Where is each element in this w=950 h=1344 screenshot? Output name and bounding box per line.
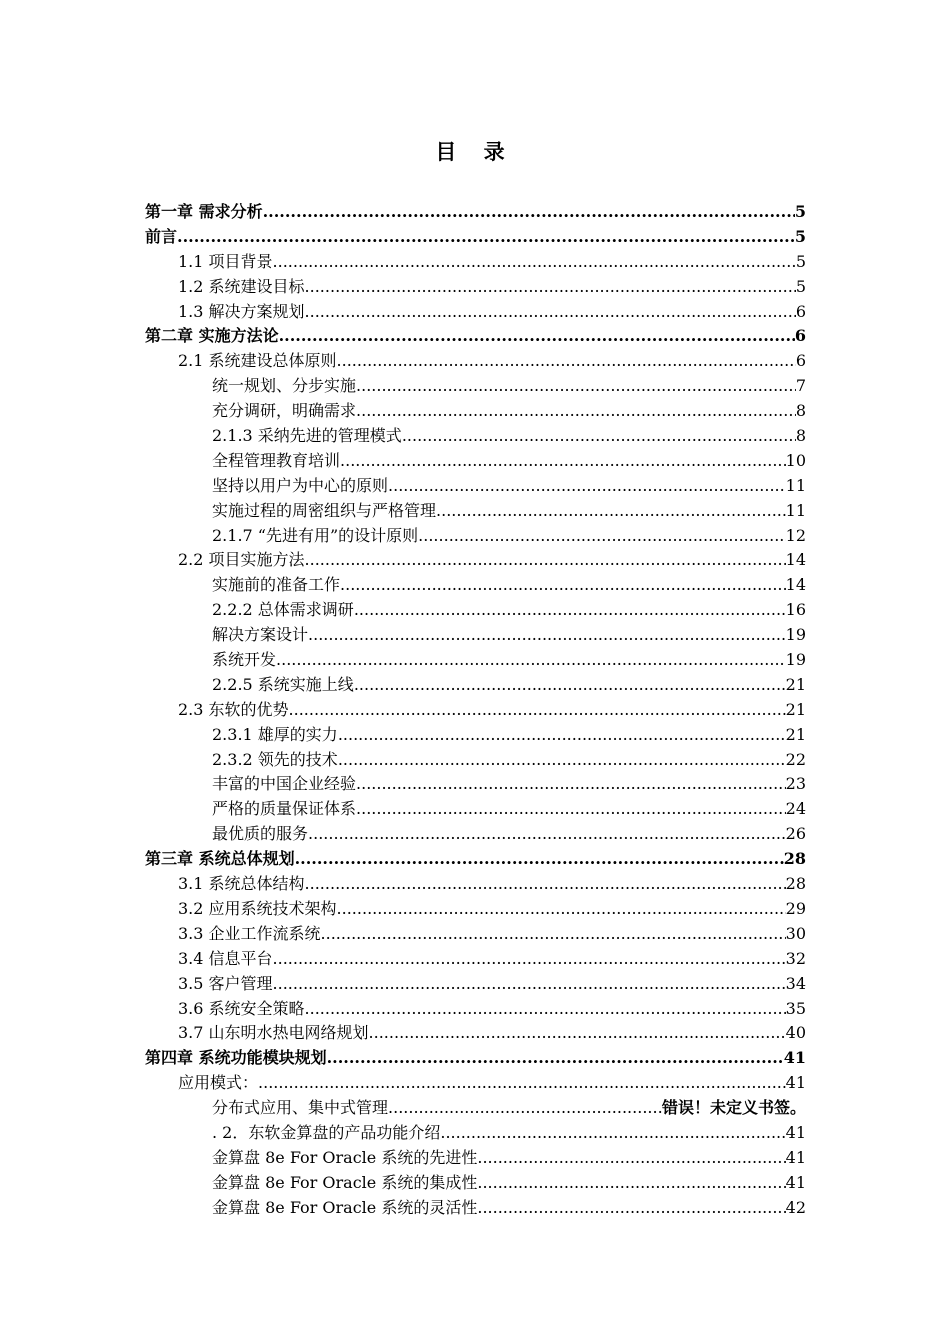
dot-leader [321,922,786,947]
toc-entry-page-number: 8 [795,401,806,421]
toc-entry[interactable] [145,847,806,872]
dot-leader [305,300,796,325]
toc-entry-title: 实施过程的周密组织与严格管理 [212,500,437,520]
toc-entry-page-number: 41 [785,1073,806,1093]
dot-leader [263,200,795,225]
toc-entry[interactable] [145,997,806,1022]
dot-leader [356,374,796,399]
toc-entry-page-number: 5 [795,251,806,271]
toc-entry-title: 2.2.5 系统实施上线 [212,674,354,694]
dot-leader [369,1021,786,1046]
toc-entry-title: 第四章 系统功能模块规划 [145,1048,327,1068]
toc-entry-title: 2.3 东软的优势 [178,699,289,719]
dot-leader [308,623,786,648]
toc-entry-page-number: 21 [785,674,806,694]
toc-entry-page-number: 10 [785,450,806,470]
toc-entry[interactable] [145,449,806,474]
dot-leader [337,897,786,922]
dot-leader [177,225,795,250]
dot-leader [356,399,796,424]
toc-entry[interactable] [145,349,806,374]
toc-entry-page-number: 30 [785,923,806,943]
dot-leader [388,1096,662,1121]
dot-leader [477,1146,785,1171]
dot-leader [305,548,786,573]
dot-leader [477,1171,785,1196]
dot-leader [388,474,786,499]
toc-entry-page-number: 28 [785,874,806,894]
toc-entry-page-number: 32 [785,948,806,968]
toc-entry-page-number: 16 [785,600,806,620]
toc-entry-page-number: 19 [785,650,806,670]
toc-entry-title: 系统开发 [212,650,277,670]
toc-entry-page-number: 35 [785,998,806,1018]
toc-entry[interactable] [145,399,806,424]
toc-entry-title: 2.3.1 雄厚的实力 [212,724,338,744]
toc-entry[interactable] [145,1071,806,1096]
toc-entry[interactable] [145,324,806,349]
toc-entry-title: 1.1 项目背景 [178,251,273,271]
toc-entry[interactable] [145,1146,806,1171]
dot-leader [338,723,786,748]
toc-entry[interactable] [145,200,806,225]
toc-entry[interactable] [145,648,806,673]
toc-entry-page-number: 26 [785,824,806,844]
dot-leader [305,275,796,300]
toc-entry-title: 应用模式： [178,1073,259,1093]
toc-entry-title: 丰富的中国企业经验 [212,774,357,794]
toc-entry[interactable] [145,1046,806,1071]
toc-entry-page-number: 41 [785,1172,806,1192]
dot-leader [440,1121,785,1146]
toc-entry-page-number: 7 [795,376,806,396]
toc-entry[interactable] [145,772,806,797]
toc-entry-title: 前言 [145,226,178,246]
toc-entry-title: 1.2 系统建设目标 [178,276,305,296]
toc-entry-title: 实施前的准备工作 [212,575,341,595]
toc-entry-page-number: 21 [785,724,806,744]
toc-entry[interactable] [145,275,806,300]
toc-entry-title: 第一章 需求分析 [145,202,263,221]
dot-leader [402,424,796,449]
dot-leader [295,847,784,872]
toc-entry-page-number: 40 [785,1023,806,1043]
dot-leader [356,772,786,797]
toc-entry-title: 全程管理教育培训 [212,450,341,470]
toc-entry-page-number: 34 [785,973,806,993]
toc-entry-page-number: 11 [785,500,806,520]
toc-entry[interactable] [145,872,806,897]
toc-entry-page-number: 5 [795,276,806,296]
toc-entry-page-number: 24 [785,799,806,819]
toc-entry-title: 2.1 系统建设总体原则 [178,351,337,371]
toc-entry[interactable] [145,897,806,922]
toc-entry[interactable] [145,922,806,947]
toc-entry-page-number: 14 [785,550,806,570]
toc-entry-title: 2.3.2 领先的技术 [212,749,338,769]
toc-entry[interactable] [145,474,806,499]
toc-entry-page-number: 6 [795,351,806,371]
toc-entry-title: 第三章 系统总体规划 [145,849,295,869]
toc-entry[interactable] [145,524,806,549]
toc-entry[interactable] [145,225,806,250]
toc-entry[interactable] [145,1096,806,1121]
dot-leader [279,324,795,349]
toc-entry-title: 3.6 系统安全策略 [178,998,305,1018]
toc-entry-page-number: 错误！未定义书签。 [661,1098,806,1118]
toc-entry[interactable] [145,947,806,972]
toc-entry[interactable] [145,748,806,773]
toc-entry[interactable] [145,499,806,524]
toc-entry-page-number: 6 [794,326,806,346]
toc-entry[interactable] [145,598,806,623]
toc-entry-page-number: 21 [785,699,806,719]
toc-entry-title: 充分调研，明确需求 [212,401,357,421]
toc-entry-page-number: 42 [785,1197,806,1217]
toc-entry[interactable] [145,623,806,648]
toc-entry-title: 3.2 应用系统技术架构 [178,898,337,918]
toc-entry[interactable] [145,673,806,698]
dot-leader [477,1196,785,1221]
dot-leader [418,524,785,549]
toc-entry-title: 3.7 山东明水热电网络规划 [178,1023,369,1043]
toc-entry[interactable] [145,1196,806,1221]
toc-entry[interactable] [145,822,806,847]
toc-entry-title: 金算盘 8e For Oracle 系统的灵活性 [212,1197,478,1217]
dot-leader [338,748,786,773]
toc-entry[interactable] [145,300,806,325]
toc-entry[interactable] [145,250,806,275]
page-title: 目 录 [435,139,515,164]
dot-leader [276,648,786,673]
toc-entry-page-number: 14 [785,575,806,595]
toc-entry-title: 2.2 项目实施方法 [178,550,305,570]
toc-entry-title: 3.1 系统总体结构 [178,874,305,894]
toc-entry-page-number: 29 [785,898,806,918]
toc-entry-page-number: 11 [785,475,806,495]
toc-entry-title: 统一规划、分步实施 [212,376,357,396]
dot-leader [273,972,786,997]
toc-entry-title: 2.2.2 总体需求调研 [212,600,354,620]
toc-entry[interactable] [145,374,806,399]
dot-leader [273,250,796,275]
dot-leader [273,947,786,972]
toc-entry[interactable] [145,1021,806,1046]
dot-leader [340,449,786,474]
toc-entry[interactable] [145,424,806,449]
toc-entry-page-number: 5 [794,202,806,221]
dot-leader [337,349,796,374]
dot-leader [436,499,786,524]
toc-entry-page-number: 23 [785,774,806,794]
toc-entry-title: 严格的质量保证体系 [212,799,357,819]
dot-leader [308,822,786,847]
toc-entry-page-number: 41 [785,1122,806,1142]
dot-leader [258,1071,786,1096]
toc-entry-page-number: 8 [795,426,806,446]
toc-entry-title: 1.3 解决方案规划 [178,301,305,321]
toc-entry-title: 3.3 企业工作流系统 [178,923,321,943]
toc-entry[interactable] [145,1171,806,1196]
dot-leader [327,1046,784,1071]
toc-entry-title: 金算盘 8e For Oracle 系统的先进性 [212,1147,478,1167]
toc-entry-title: 2.1.7 “先进有用”的设计原则 [212,525,419,545]
toc-entry-page-number: 22 [785,749,806,769]
toc-entry-title: 分布式应用、集中式管理 [212,1098,389,1118]
toc-entry-page-number: 28 [783,849,806,869]
toc-entry[interactable] [145,723,806,748]
toc-entry[interactable] [145,573,806,598]
toc-entry-page-number: 41 [783,1048,806,1068]
dot-leader [354,673,786,698]
toc-entry-page-number: 12 [785,525,806,545]
dot-leader [354,598,786,623]
toc-entry-title: 最优质的服务 [212,824,309,844]
toc-entry-title: 3.4 信息平台 [178,948,273,968]
dot-leader [305,997,786,1022]
toc-entry-page-number: 6 [795,301,806,321]
toc-entry-title: 解决方案设计 [212,625,309,645]
toc-entry-title: 3.5 客户管理 [178,973,273,993]
toc-entry[interactable] [145,972,806,997]
dot-leader [289,698,786,723]
dot-leader [356,797,786,822]
toc-entry[interactable] [145,797,806,822]
toc-entry-title: 2.1.3 采纳先进的管理模式 [212,426,402,446]
toc-entry-title: 坚持以用户为中心的原则 [212,475,389,495]
dot-leader [340,573,786,598]
toc-entry-title: 金算盘 8e For Oracle 系统的集成性 [212,1172,478,1192]
toc-entry[interactable] [145,1121,806,1146]
toc-entry-page-number: 19 [785,625,806,645]
toc-entry-title: . 2．东软金算盘的产品功能介绍 [212,1122,441,1142]
toc-entry[interactable] [145,548,806,573]
toc-entry-page-number: 41 [785,1147,806,1167]
table-of-contents [145,200,806,1221]
dot-leader [305,872,786,897]
toc-entry-title: 第二章 实施方法论 [145,326,279,346]
toc-entry-page-number: 5 [794,226,806,246]
toc-entry[interactable] [145,698,806,723]
